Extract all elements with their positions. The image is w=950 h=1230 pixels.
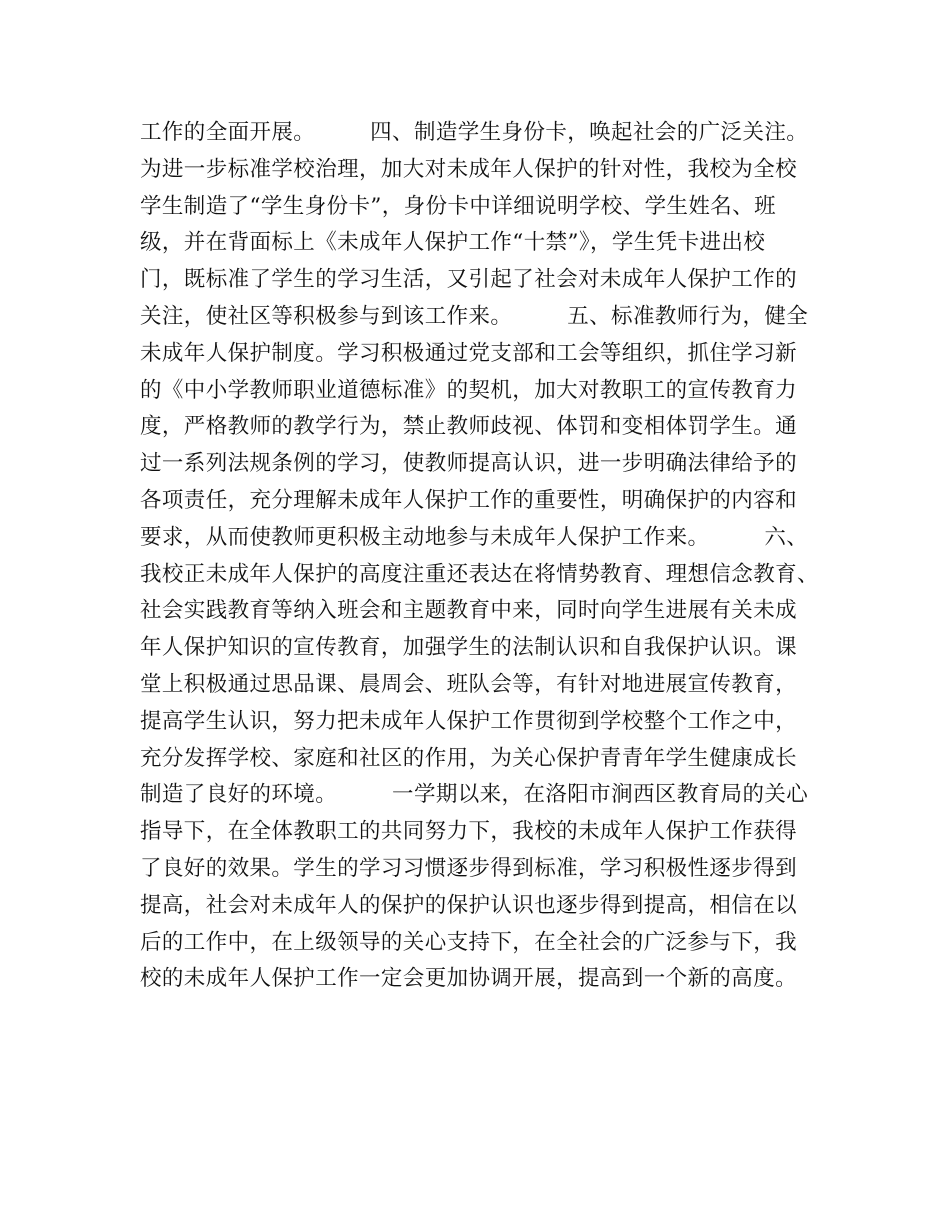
text-line: 学生制造了“学生身份卡”，身份卡中详细说明学校、学生姓名、班 xyxy=(140,193,776,219)
text-line: 过一系列法规条例的学习，使教师提高认识，进一步明确法律给予的 xyxy=(140,451,798,477)
text-line: 要求，从而使教师更积极主动地参与未成年人保护工作来。 六、 xyxy=(140,524,809,550)
text-line: 社会实践教育等纳入班会和主题教育中来，同时向学生进展有关未成 xyxy=(140,598,798,624)
text-line: 堂上积极通过思品课、晨周会、班队会等，有针对地进展宣传教育， xyxy=(140,671,798,697)
body-text xyxy=(140,115,830,998)
text-line: 年人保护知识的宣传教育，加强学生的法制认识和自我保护认识。课 xyxy=(140,635,798,661)
text-line: 的《中小学教师职业道德标准》的契机，加大对教职工的宣传教育力 xyxy=(140,377,798,403)
text-line: 工作的全面开展。 四、制造学生身份卡，唤起社会的广泛关注。 xyxy=(140,120,809,145)
text-line: 各项责任，充分理解未成年人保护工作的重要性，明确保护的内容和 xyxy=(140,487,798,513)
text-line: 后的工作中，在上级领导的关心支持下，在全社会的广泛参与下，我 xyxy=(140,929,798,955)
text-line: 提高，社会对未成年人的保护的保护认识也逐步得到提高，相信在以 xyxy=(140,892,798,918)
text-line: 校的未成年人保护工作一定会更加协调开展，提高到一个新的高度。 xyxy=(140,966,798,992)
text-line: 级，并在背面标上《未成年人保护工作“十禁”》，学生凭卡进出校 xyxy=(140,230,766,256)
text-line: 我校正未成年人保护的高度注重还表达在将情势教育、理想信念教育、 xyxy=(140,561,819,587)
text-line: 门，既标准了学生的学习生活，又引起了社会对未成年人保护工作的 xyxy=(140,267,798,293)
text-line: 为进一步标准学校治理，加大对未成年人保护的针对性，我校为全校 xyxy=(140,156,798,182)
text-line: 提高学生认识，努力把未成年人保护工作贯彻到学校整个工作之中， xyxy=(140,708,798,734)
text-line: 充分发挥学校、家庭和社区的作用，为关心保护青青年学生健康成长 xyxy=(140,745,798,771)
text-line: 了良好的效果。学生的学习习惯逐步得到标准，学习积极性逐步得到 xyxy=(140,855,798,881)
text-line: 度，严格教师的教学行为，禁止教师歧视、体罚和变相体罚学生。通 xyxy=(140,414,798,440)
text-line: 关注，使社区等积极参与到该工作来。 五、标准教师行为，健全 xyxy=(140,303,809,329)
text-line: 未成年人保护制度。学习积极通过党支部和工会等组织，抓住学习新 xyxy=(140,340,798,366)
text-line: 制造了良好的环境。 一学期以来，在洛阳市涧西区教育局的关心 xyxy=(140,782,809,808)
text-line: 指导下，在全体教职工的共同努力下，我校的未成年人保护工作获得 xyxy=(140,819,798,845)
